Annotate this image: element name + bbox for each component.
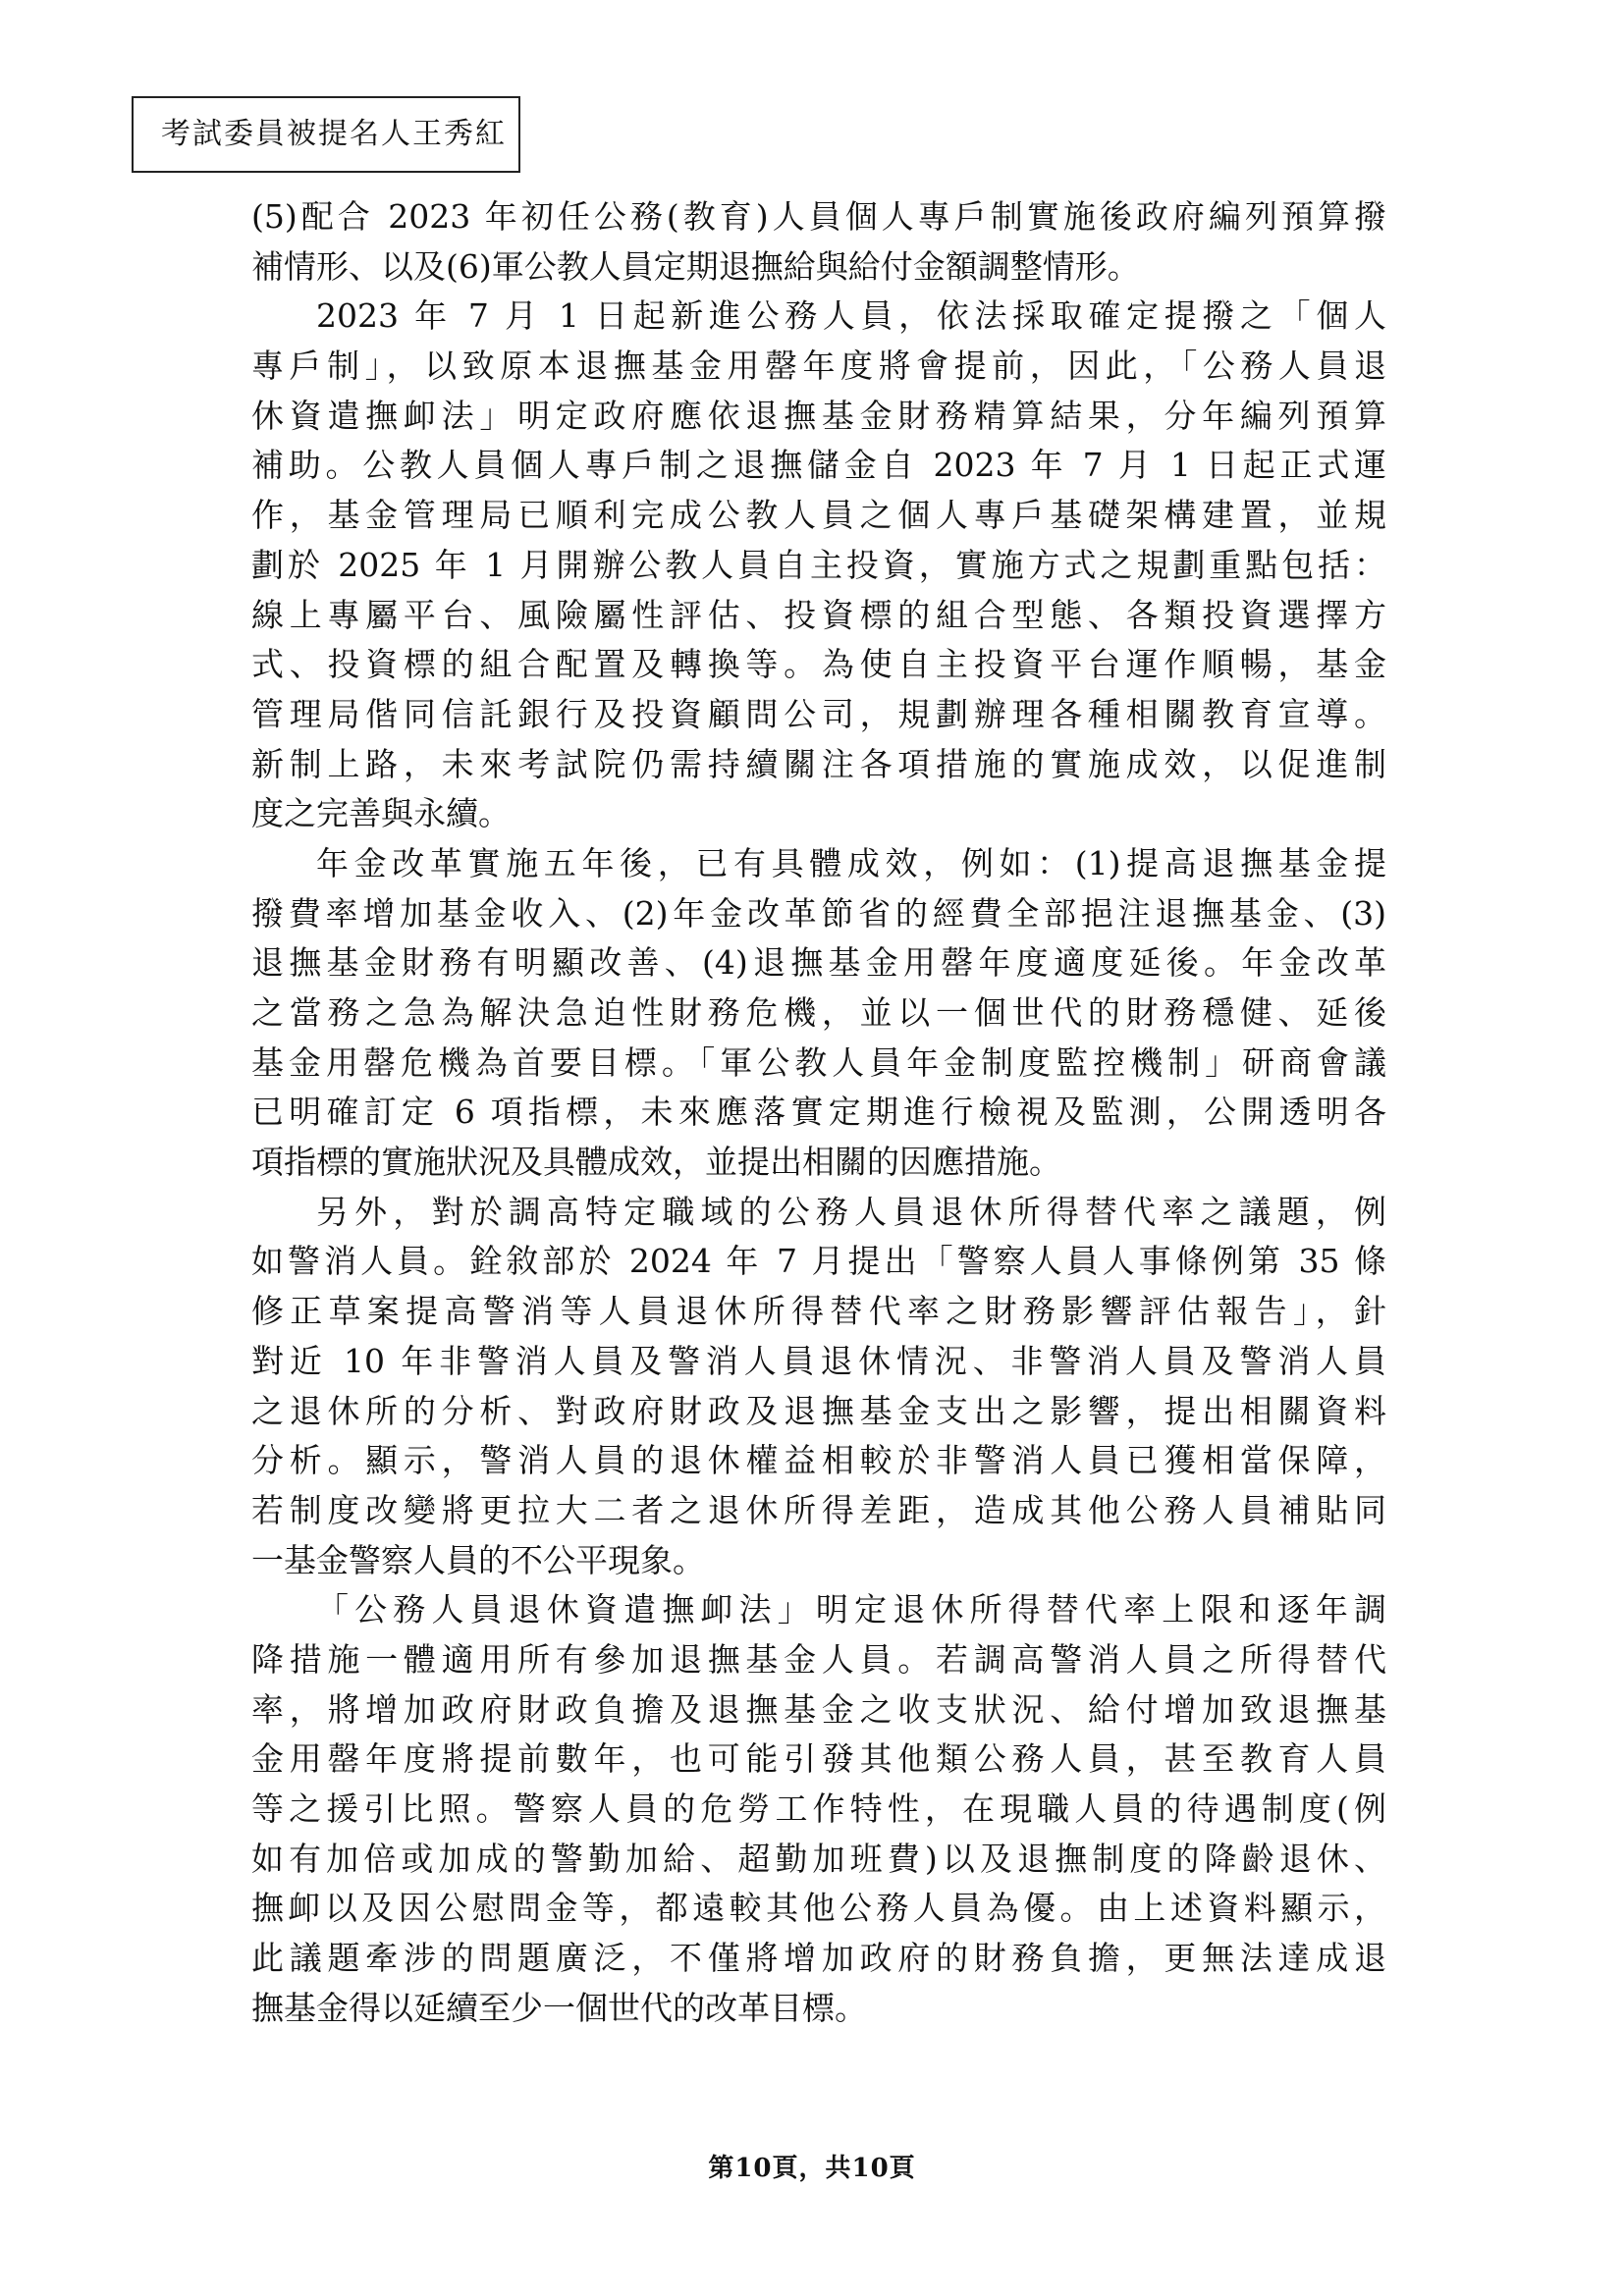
paragraph-line: 2023 年 7 月 1 日起新進公務人員，依法採取確定提撥之「個人 bbox=[316, 296, 1386, 336]
paragraph-line: 作，基金管理局已順利完成公教人員之個人專戶基礎架構建置，並規 bbox=[251, 496, 1386, 535]
paragraph-line: 新制上路，未來考試院仍需持續關注各項措施的實施成效，以促進制 bbox=[251, 744, 1386, 783]
paragraph-line: 休資遣撫卹法」明定政府應依退撫基金財務精算結果，分年編列預算 bbox=[251, 396, 1386, 435]
paragraph-line: 式、投資標的組合配置及轉換等。為使自主投資平台運作順暢，基金 bbox=[251, 645, 1386, 684]
paragraph bbox=[251, 192, 1386, 292]
paragraph-line: 基金用罄危機為首要目標。「軍公教人員年金制度監控機制」研商會議 bbox=[251, 1042, 1386, 1082]
paragraph-line: 退撫基金財務有明顯改善、(4)退撫基金用罄年度適度延後。年金改革 bbox=[251, 943, 1386, 983]
paragraph-line: 如有加倍或加成的警勤加給、超勤加班費)以及退撫制度的降齡退休、 bbox=[251, 1839, 1386, 1878]
paragraph-line: 另外，對於調高特定職域的公務人員退休所得替代率之議題，例 bbox=[316, 1192, 1386, 1231]
paragraph-line: 年金改革實施五年後，已有具體成效，例如：(1)提高退撫基金提 bbox=[316, 843, 1386, 882]
paragraph-line: 若制度改變將更拉大二者之退休所得差距，造成其他公務人員補貼同 bbox=[251, 1490, 1386, 1529]
paragraph-line: 專戶制」，以致原本退撫基金用罄年度將會提前，因此，「公務人員退 bbox=[251, 347, 1386, 386]
paragraph bbox=[251, 1585, 1386, 2033]
paragraph-line: 已明確訂定 6 項指標，未來應落實定期進行檢視及監測，公開透明各 bbox=[251, 1093, 1386, 1132]
paragraph-line: 項指標的實施狀況及具體成效，並提出相關的因應措施。 bbox=[251, 1143, 1061, 1182]
paragraph-line: 補助。公教人員個人專戶制之退撫儲金自 2023 年 7 月 1 日起正式運 bbox=[251, 446, 1386, 485]
page-number: 第10頁，共10頁 bbox=[708, 2154, 916, 2183]
paragraph-line: 一基金警察人員的不公平現象。 bbox=[251, 1540, 705, 1579]
paragraph-line: (5)配合 2023 年初任公務(教育)人員個人專戶制實施後政府編列預算撥 bbox=[251, 197, 1386, 236]
paragraph bbox=[251, 839, 1386, 1188]
paragraph-line: 劃於 2025 年 1 月開辦公教人員自主投資，實施方式之規劃重點包括： bbox=[251, 545, 1386, 584]
paragraph-line: 此議題牽涉的問題廣泛，不僅將增加政府的財務負擔，更無法達成退 bbox=[251, 1939, 1386, 1978]
paragraph-line: 撥費率增加基金收入、(2)年金改革節省的經費全部挹注退撫基金、(3) bbox=[251, 893, 1386, 933]
paragraph-line: 之退休所的分析、對政府財政及退撫基金支出之影響，提出相關資料 bbox=[251, 1391, 1386, 1430]
paragraph-line: 之當務之急為解決急迫性財務危機，並以一個世代的財務穩健、延後 bbox=[251, 993, 1386, 1032]
paragraph bbox=[251, 1188, 1386, 1586]
paragraph-line: 降措施一體適用所有參加退撫基金人員。若調高警消人員之所得替代 bbox=[251, 1639, 1386, 1679]
paragraph-line: 如警消人員。銓敘部於 2024 年 7 月提出「警察人員人事條例第 35 條 bbox=[251, 1242, 1386, 1281]
paragraph bbox=[251, 292, 1386, 839]
paragraph-line: 分析。顯示，警消人員的退休權益相較於非警消人員已獲相當保障， bbox=[251, 1441, 1386, 1480]
paragraph-line: 撫基金得以延續至少一個世代的改革目標。 bbox=[251, 1988, 867, 2027]
paragraph-line: 金用罄年度將提前數年，也可能引發其他類公務人員，甚至教育人員 bbox=[251, 1739, 1386, 1779]
paragraph-line: 撫卹以及因公慰問金等，都遠較其他公務人員為優。由上述資料顯示， bbox=[251, 1889, 1386, 1928]
paragraph-line: 等之援引比照。警察人員的危勞工作特性，在現職人員的待遇制度(例 bbox=[251, 1789, 1386, 1828]
paragraph-line: 度之完善與永續。 bbox=[251, 794, 511, 833]
paragraph-line: 補情形、以及(6)軍公教人員定期退撫給與給付金額調整情形。 bbox=[251, 246, 1140, 286]
paragraph-line: 修正草案提高警消等人員退休所得替代率之財務影響評估報告」，針 bbox=[251, 1292, 1386, 1331]
paragraph-line: 「公務人員退休資遣撫卹法」明定退休所得替代率上限和逐年調 bbox=[316, 1590, 1386, 1629]
document-header-title: 考試委員被提名人王秀紅 bbox=[132, 96, 520, 173]
paragraph-line: 率，將增加政府財政負擔及退撫基金之收支狀況、給付增加致退撫基 bbox=[251, 1689, 1386, 1729]
paragraph-line: 管理局偕同信託銀行及投資顧問公司，規劃辦理各種相關教育宣導。 bbox=[251, 694, 1386, 733]
paragraph-line: 對近 10 年非警消人員及警消人員退休情況、非警消人員及警消人員 bbox=[251, 1341, 1386, 1380]
paragraph-line: 線上專屬平台、風險屬性評估、投資標的組合型態、各類投資選擇方 bbox=[251, 595, 1386, 634]
document-body bbox=[251, 192, 1386, 2033]
